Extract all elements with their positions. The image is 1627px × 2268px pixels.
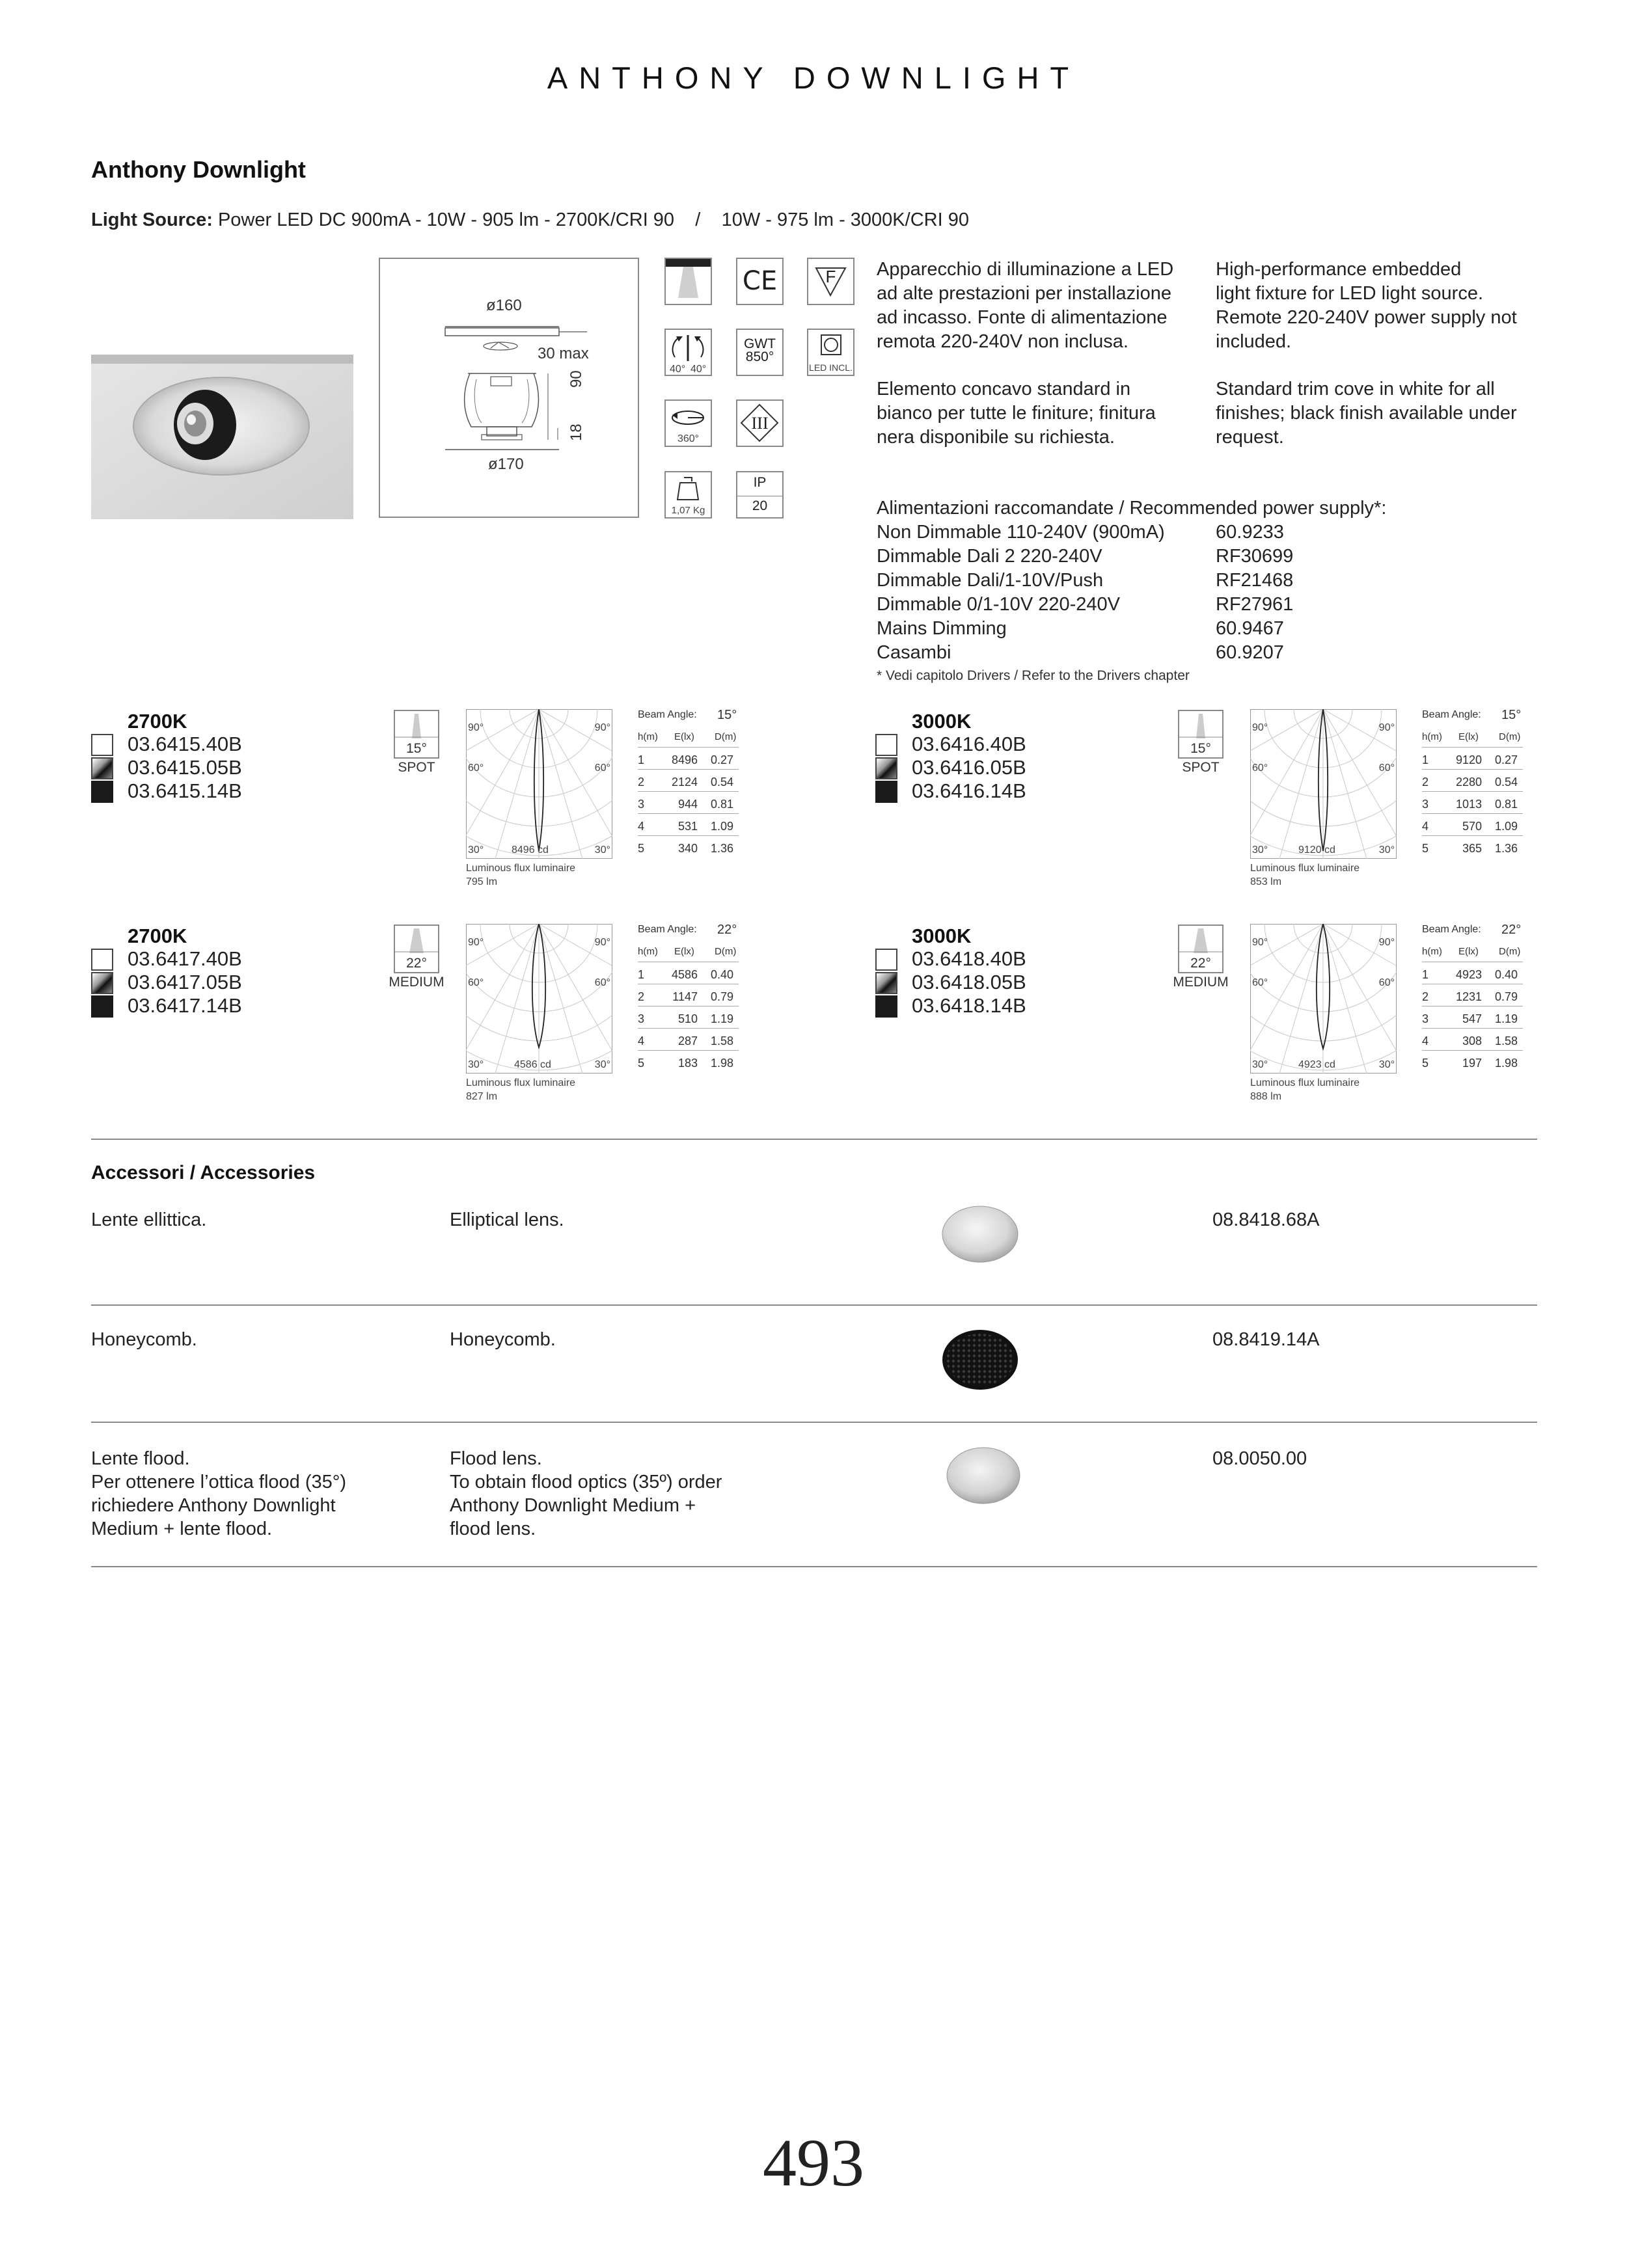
- cell: 3: [638, 1012, 645, 1025]
- illuminance-table: [638, 923, 739, 1079]
- cell: 5: [638, 1057, 645, 1070]
- polar-label: 90°: [594, 722, 610, 733]
- acc-line: Lente flood.: [91, 1448, 190, 1469]
- table-header: [638, 730, 739, 748]
- finish-chrome-swatch: [875, 972, 897, 994]
- cell: 0.27: [1495, 753, 1518, 766]
- desc-line: Standard trim cove in white for all: [1216, 379, 1495, 399]
- variant-code: 03.6418.14B: [912, 994, 1026, 1017]
- cell: 0.81: [1495, 798, 1518, 811]
- header-cell: E(lx): [1458, 946, 1479, 957]
- polar-label: 90°: [468, 722, 484, 733]
- cell: 4: [1422, 1034, 1429, 1047]
- cell: 2280: [1455, 776, 1482, 789]
- beam-angle-label: Beam Angle:: [638, 709, 697, 720]
- peak-intensity: 8496 cd: [512, 844, 549, 856]
- cell: 197: [1462, 1057, 1482, 1070]
- power-code: RF30699: [1216, 546, 1294, 567]
- header-cell: h(m): [1422, 946, 1442, 957]
- table-row: [638, 1033, 739, 1051]
- table-row: [1422, 1055, 1523, 1072]
- accessory-en: [450, 1328, 556, 1351]
- cell: 944: [677, 798, 698, 811]
- polar-label: 30°: [1378, 844, 1395, 856]
- desc-line: finishes; black finish available under: [1216, 403, 1517, 424]
- table-row: [638, 774, 739, 792]
- weight-icon: [664, 471, 712, 519]
- flood-lens-image: [945, 1446, 1022, 1505]
- cell: 0.79: [711, 990, 734, 1003]
- ip-rating-icon: [736, 471, 784, 519]
- acc-line: Lente ellittica.: [91, 1209, 207, 1230]
- cell: 8496: [671, 753, 698, 766]
- finish-black-swatch: [91, 781, 113, 803]
- acc-line: Per ottenere l’ottica flood (35°): [91, 1472, 347, 1492]
- section-divider: [91, 1304, 1537, 1306]
- beam-icon: [394, 925, 439, 973]
- power-name: Dimmable Dali/1-10V/Push: [877, 570, 1104, 591]
- desc-line: request.: [1216, 427, 1284, 448]
- cell: 1: [1422, 968, 1429, 981]
- cell: 183: [677, 1057, 698, 1070]
- acc-line: To obtain flood optics (35º) order: [450, 1472, 722, 1492]
- desc-line: ad alte prestazioni per installazione: [877, 283, 1171, 304]
- table-row: [1422, 1011, 1523, 1029]
- cell: 1.09: [711, 820, 734, 833]
- polar-diagram: [1250, 924, 1397, 1073]
- flux-value: 827 lm: [466, 1091, 498, 1102]
- product-title: Anthony Downlight: [91, 156, 306, 183]
- page-header-title: ANTHONY DOWNLIGHT: [547, 61, 1080, 95]
- flux-label: Luminous flux luminaire: [466, 863, 576, 874]
- cell: 2: [638, 776, 645, 789]
- variant-code: 03.6416.14B: [912, 779, 1026, 802]
- power-supply-title: Alimentazioni raccomandate / Recommended power supply*:: [877, 498, 1387, 519]
- power-name: Non Dimmable 110-240V (900mA): [877, 522, 1165, 543]
- polar-label: 60°: [594, 977, 610, 988]
- elliptical-lens-image: [940, 1204, 1020, 1265]
- variant-temp: 2700K: [128, 925, 187, 947]
- beam-icon: [394, 710, 439, 759]
- f-mark-icon: [807, 258, 855, 305]
- beam-angle-value: 15°: [1501, 708, 1522, 722]
- peak-intensity: 9120 cd: [1298, 844, 1335, 856]
- cell: 3: [1422, 1012, 1429, 1025]
- variant-code: 03.6417.40B: [128, 947, 242, 970]
- cell: 287: [677, 1034, 698, 1047]
- cell: 365: [1462, 842, 1482, 855]
- finish-white-swatch: [875, 949, 897, 971]
- power-name: Casambi: [877, 642, 951, 663]
- polar-label: 90°: [1378, 937, 1395, 948]
- cell: 1: [638, 753, 645, 766]
- accessory-it: [91, 1447, 346, 1541]
- variant-block: [875, 708, 1526, 903]
- acc-line: richiedere Anthony Downlight: [91, 1495, 336, 1516]
- cell: 0.27: [711, 753, 734, 766]
- power-code: 60.9233: [1216, 522, 1284, 543]
- led-included-icon: [807, 329, 855, 376]
- light-source-value: Power LED DC 900mA - 10W - 905 lm - 2700K/CRI 90 / 10W - 975 lm - 3000K/CRI 90: [212, 209, 969, 230]
- variant-code: 03.6418.40B: [912, 947, 1026, 970]
- desc-line: light fixture for LED light source.: [1216, 283, 1484, 304]
- variant-code: 03.6416.05B: [912, 756, 1026, 779]
- cell: 570: [1462, 820, 1482, 833]
- table-row: [1422, 796, 1523, 814]
- power-supply-row: [877, 641, 1410, 665]
- polar-diagram: [1250, 709, 1397, 859]
- desc-line: remota 220-240V non inclusa.: [877, 331, 1128, 352]
- header-cell: E(lx): [1458, 731, 1479, 742]
- table-row: [1422, 967, 1523, 984]
- illuminance-table: [1422, 708, 1523, 864]
- cell: 0.40: [711, 968, 734, 981]
- power-code: 60.9207: [1216, 642, 1284, 663]
- finish-black-swatch: [875, 781, 897, 803]
- polar-label: 60°: [468, 763, 484, 774]
- accessories-title: Accessori / Accessories: [91, 1162, 316, 1183]
- cell: 4923: [1455, 968, 1482, 981]
- table-row: [638, 1011, 739, 1029]
- beam-angle-value: 22°: [717, 923, 737, 937]
- finish-chrome-swatch: [91, 757, 113, 779]
- light-source-label: Light Source:: [91, 209, 213, 230]
- ce-mark-icon: [736, 258, 784, 305]
- table-row: [638, 1055, 739, 1072]
- flux-label: Luminous flux luminaire: [466, 1077, 576, 1088]
- table-row: [1422, 1033, 1523, 1051]
- acc-line: Medium + lente flood.: [91, 1519, 273, 1539]
- cell: 0.54: [711, 776, 734, 789]
- cell: 0.79: [1495, 990, 1518, 1003]
- section-divider: [91, 1139, 1537, 1140]
- description-it-1: [877, 258, 1173, 354]
- power-name: Dimmable 0/1-10V 220-240V: [877, 594, 1120, 615]
- cell: 1.09: [1495, 820, 1518, 833]
- desc-line: nera disponibile su richiesta.: [877, 427, 1115, 448]
- polar-label: 30°: [1378, 1059, 1395, 1070]
- rotation-icon: [664, 399, 712, 447]
- cell: 1.19: [1495, 1012, 1518, 1025]
- cell: 5: [1422, 842, 1429, 855]
- beam-angle-label: Beam Angle:: [1422, 924, 1481, 935]
- cell: 9120: [1455, 753, 1482, 766]
- power-supply-row: [877, 569, 1410, 593]
- cell: 1013: [1455, 798, 1482, 811]
- header-cell: h(m): [1422, 731, 1442, 742]
- cell: 1.98: [1495, 1057, 1518, 1070]
- polar-label: 30°: [468, 844, 484, 856]
- desc-line: bianco per tutte le finiture; finitura: [877, 403, 1156, 424]
- acc-line: Elliptical lens.: [450, 1209, 564, 1230]
- header-cell: h(m): [638, 731, 658, 742]
- insulation-class-text: III: [751, 414, 769, 433]
- flux-label: Luminous flux luminaire: [1250, 1077, 1360, 1088]
- variant-code: 03.6417.14B: [128, 994, 242, 1017]
- dim-18: 18: [567, 424, 585, 441]
- beam-angle-label: Beam Angle:: [1422, 709, 1481, 720]
- flux-value: 888 lm: [1250, 1091, 1282, 1102]
- variant-code: 03.6418.05B: [912, 971, 1026, 993]
- ip-value: 20: [752, 498, 768, 513]
- table-row: [638, 752, 739, 770]
- header-cell: D(m): [715, 946, 737, 957]
- cell: 0.54: [1495, 776, 1518, 789]
- polar-label: 60°: [468, 977, 484, 988]
- variant-temp: 3000K: [912, 925, 972, 947]
- polar-label: 90°: [1252, 722, 1268, 733]
- polar-diagram: [466, 709, 612, 859]
- power-supply-row: [877, 545, 1410, 569]
- power-supply-row: [877, 520, 1410, 545]
- beam-name: SPOT: [398, 760, 435, 775]
- finish-chrome-swatch: [875, 757, 897, 779]
- beam-icon: [1178, 925, 1224, 973]
- cell: 2124: [671, 776, 698, 789]
- flux-label: Luminous flux luminaire: [1250, 863, 1360, 874]
- cell: 4: [1422, 820, 1429, 833]
- beam-name: SPOT: [1182, 760, 1220, 775]
- table-row: [1422, 752, 1523, 770]
- tilt-angle-right: 40°: [690, 364, 707, 375]
- gwt-value: 850°: [745, 349, 774, 364]
- table-row: [1422, 841, 1523, 857]
- peak-intensity: 4586 cd: [514, 1059, 551, 1070]
- polar-label: 60°: [1378, 977, 1395, 988]
- ip-label: IP: [753, 475, 767, 490]
- polar-label: 90°: [468, 937, 484, 948]
- cell: 1: [1422, 753, 1429, 766]
- cell: 4: [638, 820, 645, 833]
- power-name: Dimmable Dali 2 220-240V: [877, 546, 1102, 567]
- cell: 340: [677, 842, 698, 855]
- accessory-it: [91, 1208, 206, 1232]
- table-row: [638, 967, 739, 984]
- power-code: 60.9467: [1216, 618, 1284, 639]
- cell: 1: [638, 968, 645, 981]
- insulation-class-icon: [736, 399, 784, 447]
- variant-block: [91, 708, 742, 903]
- finish-black-swatch: [875, 995, 897, 1018]
- polar-label: 60°: [1378, 763, 1395, 774]
- acc-line: Honeycomb.: [91, 1329, 197, 1350]
- light-source-line: [91, 209, 969, 231]
- acc-line: Flood lens.: [450, 1448, 542, 1469]
- cell: 547: [1462, 1012, 1482, 1025]
- header-cell: E(lx): [674, 946, 694, 957]
- f-mark-text: F: [825, 267, 836, 286]
- table-header: [1422, 730, 1523, 748]
- description-en-1: [1216, 258, 1517, 354]
- tilt-angle-icon: [664, 329, 712, 376]
- variant-code: 03.6417.05B: [128, 971, 242, 993]
- polar-label: 60°: [1252, 977, 1268, 988]
- glow-wire-test-icon: [736, 329, 784, 376]
- table-row: [1422, 989, 1523, 1006]
- polar-label: 60°: [1252, 763, 1268, 774]
- variant-code: 03.6416.40B: [912, 733, 1026, 755]
- cell: 5: [1422, 1057, 1429, 1070]
- table-row: [638, 796, 739, 814]
- polar-label: 60°: [594, 763, 610, 774]
- illuminance-table: [638, 708, 739, 864]
- rotation-degrees: 360°: [677, 433, 700, 444]
- beam-name: MEDIUM: [1173, 975, 1229, 990]
- polar-label: 30°: [1252, 1059, 1268, 1070]
- page-number: 493: [763, 2126, 864, 2200]
- variant-code: 03.6415.14B: [128, 779, 242, 802]
- variant-temp: 3000K: [912, 710, 972, 733]
- beam-angle-value: 15°: [717, 708, 737, 722]
- variant-block: [91, 923, 742, 1118]
- beam-degrees: 22°: [406, 956, 427, 971]
- polar-label: 90°: [1378, 722, 1395, 733]
- tilt-angle-left: 40°: [670, 364, 686, 375]
- peak-intensity: 4923 cd: [1298, 1059, 1335, 1070]
- desc-line: High-performance embedded: [1216, 259, 1462, 280]
- polar-label: 90°: [1252, 937, 1268, 948]
- finish-black-swatch: [91, 995, 113, 1018]
- description-en-2: [1216, 377, 1517, 450]
- desc-line: ad incasso. Fonte di alimentazione: [877, 307, 1168, 328]
- power-supply-note: * Vedi capitolo Drivers / Refer to the Drivers chapter: [877, 668, 1190, 683]
- variant-code: 03.6415.40B: [128, 733, 242, 755]
- polar-label: 30°: [594, 844, 610, 856]
- beam-angle-value: 22°: [1501, 923, 1522, 937]
- polar-diagram: [466, 924, 612, 1073]
- cell: 1.36: [1495, 842, 1518, 855]
- desc-line: Elemento concavo standard in: [877, 379, 1131, 399]
- flux-value: 795 lm: [466, 876, 498, 887]
- desc-line: included.: [1216, 331, 1292, 352]
- description-it-2: [877, 377, 1156, 450]
- finish-white-swatch: [875, 734, 897, 756]
- illuminance-table: [1422, 923, 1523, 1079]
- finish-white-swatch: [91, 949, 113, 971]
- ce-mark-text: CE: [742, 266, 778, 296]
- downlight-type-icon: [664, 258, 712, 305]
- cell: 0.81: [711, 798, 734, 811]
- cell: 1.19: [711, 1012, 734, 1025]
- dim-90: 90: [567, 370, 585, 388]
- variant-code: 03.6415.05B: [128, 756, 242, 779]
- polar-label: 30°: [594, 1059, 610, 1070]
- gwt-label: GWT: [744, 336, 776, 351]
- beam-degrees: 22°: [1190, 956, 1211, 971]
- cell: 3: [638, 798, 645, 811]
- acc-line: Honeycomb.: [450, 1329, 556, 1350]
- header-cell: h(m): [638, 946, 658, 957]
- flux-value: 853 lm: [1250, 876, 1282, 887]
- beam-name: MEDIUM: [389, 975, 444, 990]
- power-supply-list: [877, 520, 1410, 665]
- led-included-text: LED INCL.: [809, 362, 853, 373]
- cell: 5: [638, 842, 645, 855]
- dim-diameter-170: ø170: [488, 455, 524, 473]
- beam-degrees: 15°: [406, 741, 427, 756]
- cell: 1147: [672, 990, 698, 1003]
- accessory-code: 08.8419.14A: [1212, 1329, 1320, 1350]
- power-supply-row: [877, 593, 1410, 617]
- desc-line: Apparecchio di illuminazione a LED: [877, 259, 1174, 280]
- finish-white-swatch: [91, 734, 113, 756]
- header-cell: D(m): [715, 731, 737, 742]
- cell: 1.58: [1495, 1034, 1518, 1047]
- cell: 1231: [1455, 990, 1482, 1003]
- polar-label: 90°: [594, 937, 610, 948]
- accessory-code: 08.8418.68A: [1212, 1209, 1320, 1230]
- variant-temp: 2700K: [128, 710, 187, 733]
- polar-label: 30°: [468, 1059, 484, 1070]
- power-supply-row: [877, 617, 1410, 641]
- header-cell: D(m): [1499, 946, 1521, 957]
- table-row: [638, 841, 739, 857]
- beam-icon: [1178, 710, 1224, 759]
- dim-30-max: 30 max: [538, 345, 589, 362]
- header-cell: E(lx): [674, 731, 694, 742]
- cell: 2: [638, 990, 645, 1003]
- accessory-en: [450, 1208, 564, 1232]
- table-header: [1422, 945, 1523, 962]
- cell: 3: [1422, 798, 1429, 811]
- cell: 531: [677, 820, 698, 833]
- section-divider: [91, 1566, 1537, 1567]
- power-name: Mains Dimming: [877, 618, 1007, 639]
- acc-line: flood lens.: [450, 1519, 536, 1539]
- product-photo: [91, 355, 353, 519]
- power-code: RF21468: [1216, 570, 1294, 591]
- table-row: [1422, 818, 1523, 836]
- power-code: RF27961: [1216, 594, 1294, 615]
- cell: 2: [1422, 776, 1429, 789]
- desc-line: Remote 220-240V power supply not: [1216, 307, 1517, 328]
- accessory-code: 08.0050.00: [1212, 1448, 1307, 1469]
- weight-value: 1,07 Kg: [671, 505, 705, 516]
- honeycomb-image: [940, 1327, 1020, 1392]
- cell: 1.98: [711, 1057, 734, 1070]
- dim-diameter-160: ø160: [486, 297, 522, 314]
- cell: 308: [1462, 1034, 1482, 1047]
- acc-line: Anthony Downlight Medium +: [450, 1495, 696, 1516]
- cell: 2: [1422, 990, 1429, 1003]
- finish-chrome-swatch: [91, 972, 113, 994]
- beam-angle-label: Beam Angle:: [638, 924, 697, 935]
- cell: 0.40: [1495, 968, 1518, 981]
- variant-block: [875, 923, 1526, 1118]
- technical-drawing: [379, 258, 639, 518]
- cell: 510: [677, 1012, 698, 1025]
- table-header: [638, 945, 739, 962]
- accessory-it: [91, 1328, 197, 1351]
- section-divider: [91, 1422, 1537, 1423]
- polar-label: 30°: [1252, 844, 1268, 856]
- header-cell: D(m): [1499, 731, 1521, 742]
- cell: 1.58: [711, 1034, 734, 1047]
- accessory-en: [450, 1447, 722, 1541]
- cell: 1.36: [711, 842, 734, 855]
- cell: 4: [638, 1034, 645, 1047]
- cell: 4586: [671, 968, 698, 981]
- table-row: [638, 989, 739, 1006]
- table-row: [638, 818, 739, 836]
- beam-degrees: 15°: [1190, 741, 1211, 756]
- table-row: [1422, 774, 1523, 792]
